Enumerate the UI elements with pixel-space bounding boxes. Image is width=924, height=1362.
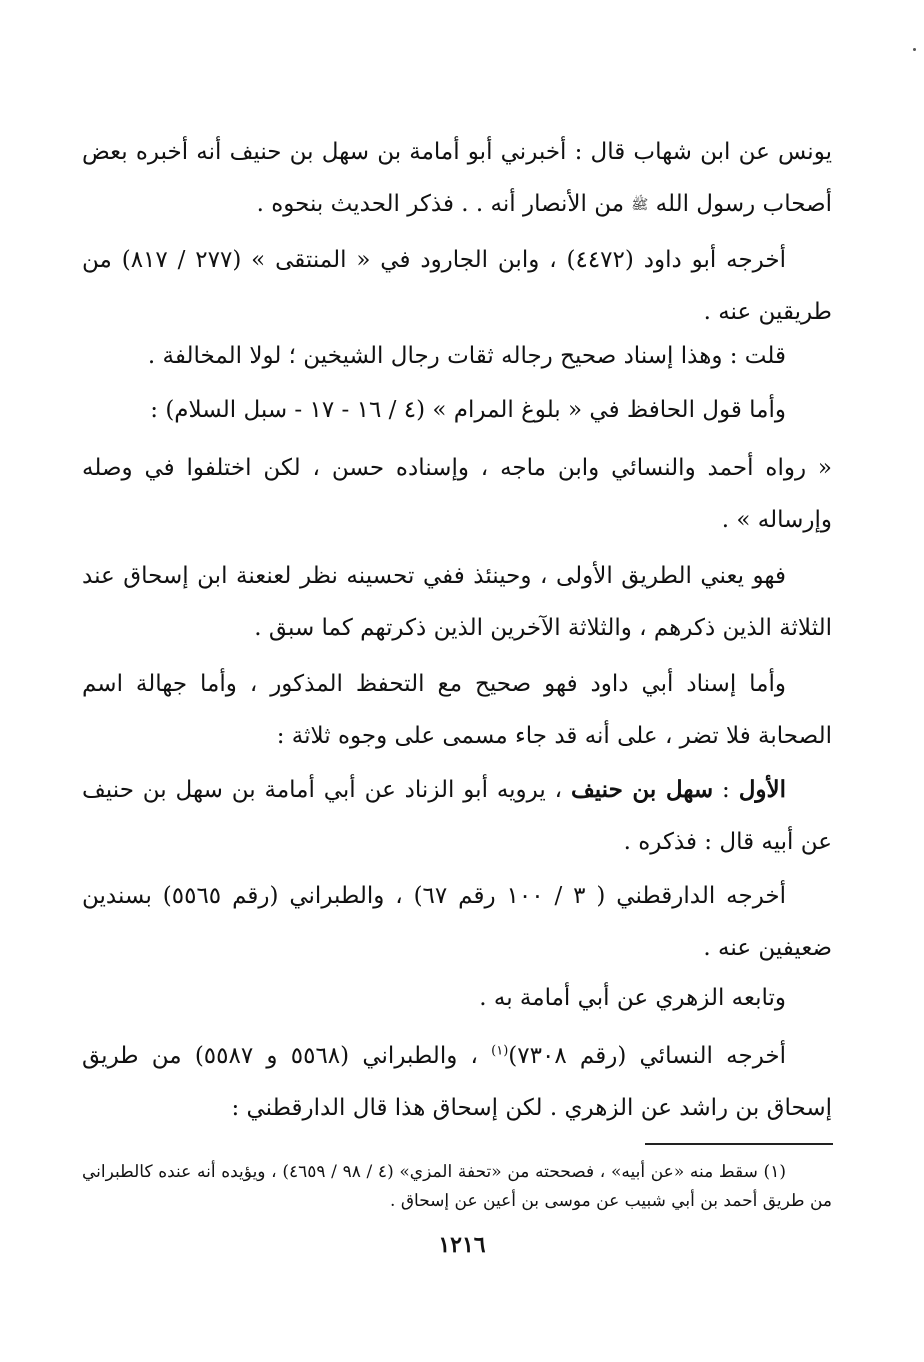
footnote-reference: (١) (491, 1043, 509, 1059)
paragraph-9: أخرجه الدارقطني ( ٣ / ١٠٠ رقم ٦٧) ، والطبراني (رقم ٥٥٦٥) بسندين ضعيفين عنه . (82, 883, 832, 961)
scan-mark (913, 48, 916, 51)
paragraph-8: الأول : سهل بن حنيف ، يرويه أبو الزناد عن أبي أمامة بن سهل بن حنيف عن أبيه قال : فذكره . (82, 776, 832, 855)
paragraph-5-quote: « رواه أحمد والنسائي وابن ماجه ، وإسناده حسن ، لكن اختلفوا في وصله وإرساله » . (82, 455, 832, 533)
paragraph-8-text: ، يرويه أبو الزناد عن أبي أمامة بن سهل بن حنيف عن أبيه قال : فذكره . (82, 777, 832, 855)
page-number: ١٢١٦ (438, 1232, 486, 1258)
paragraph-10: وتابعه الزهري عن أبي أمامة به . (479, 985, 786, 1011)
paragraph-2: أخرجه أبو داود (٤٤٧٢) ، وابن الجارود في « المنتقى » (٢٧٧ / ٨١٧) من طريقين عنه . (82, 247, 832, 325)
companion-name: سهل بن حنيف (570, 776, 714, 803)
paragraph-1-text-a: يونس عن ابن شهاب قال : أخبرني أبو أمامة بن سهل بن حنيف أنه أخبره بعض أصحاب رسول الله (82, 139, 832, 217)
paragraph-1 (82, 126, 832, 231)
paragraph-6: فهو يعني الطريق الأولى ، وحينئذ ففي تحسينه نظر لعنعنة ابن إسحاق عند الثلاثة الذين ذكرهم ، والثلاثة الآخرين الذين ذكرتهم كما سبق . (82, 563, 832, 641)
paragraph-11 (82, 1030, 832, 1134)
paragraph-7: وأما إسناد أبي داود فهو صحيح مع التحفظ المذكور ، وأما جهالة اسم الصحابة فلا تضر ، على أنه قد جاء مسمى على وجوه ثلاثة : (82, 671, 832, 749)
salutation-glyph: ﷺ (631, 197, 649, 213)
paragraph-11-text-b: ، والطبراني (٥٥٦٨ و ٥٥٨٧) من طريق إسحاق بن راشد عن الزهري . لكن إسحاق هذا قال الدارقطني : (82, 1043, 832, 1121)
paragraph-11-text-a: أخرجه النسائي (رقم ٧٣٠٨) (508, 1043, 786, 1069)
footnote-separator (645, 1143, 833, 1145)
footnote: (١) سقط منه «عن أبيه» ، فصححته من «تحفة المزي» (٤ / ٩٨ / ٤٦٥٩) ، ويؤيده أنه عنده كالطبراني من طريق أحمد بن أبي شبيب عن موسى بن أعين عن إسحاق . (82, 1162, 832, 1211)
paragraph-1-text-b: من الأنصار أنه . . فذكر الحديث بنحوه . (256, 191, 632, 217)
paragraph-3: قلت : وهذا إسناد صحيح رجاله ثقات رجال الشيخين ؛ لولا المخالفة . (147, 343, 786, 369)
paragraph-4: وأما قول الحافظ في « بلوغ المرام » (٤ / ١٦ - ١٧ - سبل السلام) : (150, 397, 786, 423)
section-label: الأول (738, 776, 787, 803)
